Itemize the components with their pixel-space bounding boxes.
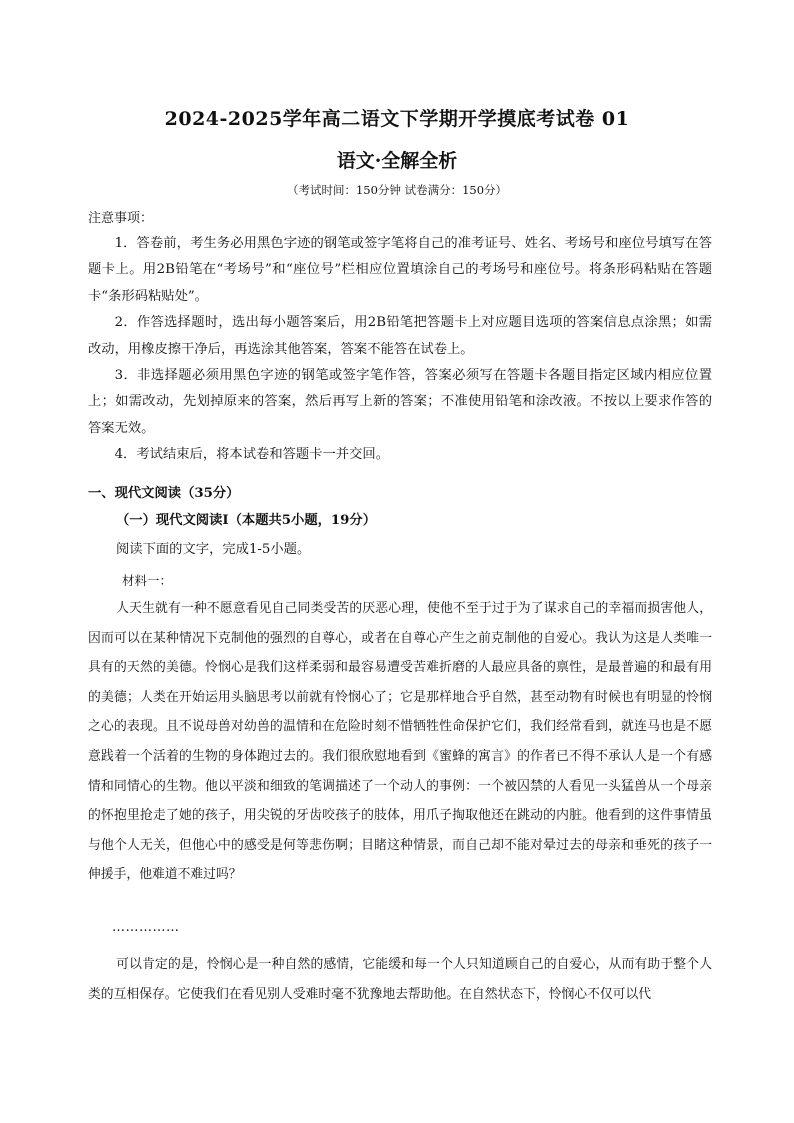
- notice-item: 1．答卷前，考生务必用黑色字迹的钢笔或签字笔将自己的准考证号、姓名、考场号和座位号填写在答题卡上。用2B铅笔在“考场号”和“座位号”栏相应位置填涂自己的考场号和座位号。将条形码粘贴在答题卡“条形码粘贴处”。: [88, 236, 712, 304]
- passage-paragraph: 可以肯定的是，怜悯心是一种自然的感情，它能缓和每一个人只知道顾自己的自爱心，从而有助于整个人类的互相保存。它使我们在看见别人受难时毫不犹豫地去帮助他。在自然状态下，怜悯心不仅可以代: [88, 957, 712, 1002]
- notice-list: [88, 231, 712, 469]
- ellipsis-separator: ……………: [112, 920, 180, 935]
- notice-item: 4．考试结束后，将本试卷和答题卡一并交回。: [114, 447, 389, 463]
- notice-item: 3．非选择题必须用黑色字迹的钢笔或签字笔作答，答案必须写在答题卡各题目指定区域内相应位置上；如需改动，先划掉原来的答案，然后再写上新的答案；不准使用铅笔和涂改液。不按以上要求作答的答案无效。: [88, 368, 712, 436]
- section-heading: 一、现代文阅读（35分）: [88, 486, 240, 501]
- material-passage: [88, 594, 712, 890]
- material-label: 材料一：: [122, 573, 173, 588]
- notice-heading: 注意事项：: [88, 211, 154, 226]
- subsection-heading: （一）现代文阅读Ⅰ（本题共5小题，19分）: [116, 513, 377, 528]
- exam-title: 2024-2025学年高二语文下学期开学摸底考试卷 01: [164, 108, 630, 130]
- notice-item: 2．作答选择题时，选出每小题答案后，用2B铅笔把答题卡上对应题目选项的答案信息点涂黑；如需改动，用橡皮擦干净后，再选涂其他答案，答案不能答在试卷上。: [88, 315, 712, 357]
- reading-instruction: 阅读下面的文字，完成1-5小题。: [116, 542, 311, 557]
- exam-info: （考试时间：150分钟 试卷满分：150分）: [286, 183, 508, 197]
- passage-paragraph: 人天生就有一种不愿意看见自己同类受苦的厌恶心理，使他不至于过于为了谋求自己的幸福而损害他人，因而可以在某种情况下克制他的强烈的自尊心，或者在自尊心产生之前克制他的自爱心。我认为这是人类唯一具有的天然的美德。怜悯心是我们这样柔弱和最容易遭受苦难折磨的人最应具备的禀性，是最普遍的和最有用的美德；人类在开始运用头脑思考以前就有怜悯心了；它是那样地合乎自然，甚至动物有时候也有明显的怜悯之心的表现。且不说母兽对幼兽的温情和在危险时刻不惜牺牲性命保护它们，我们经常看到，就连马也是不愿意践着一个活着的生物的身体跑过去的。我们很欣慰地看到《蜜蜂的寓言》的作者已不得不承认人是一个有感情和同情心的生物。他以平淡和细致的笔调描述了一个动人的事例：一个被囚禁的人看见一头猛兽从一个母亲的怀抱里抢走了她的孩子，用尖锐的牙齿咬孩子的肢体，用爪子掏取他还在跳动的内脏。他看到的这件事情虽与他个人无关，但他心中的感受是何等悲伤啊；目睹这种情景，而自己却不能对晕过去的母亲和垂死的孩子一伸援手，他难道不难过吗？: [88, 601, 712, 883]
- material-passage-continued: [88, 950, 712, 1009]
- exam-subtitle: 语文·全解全析: [336, 150, 458, 172]
